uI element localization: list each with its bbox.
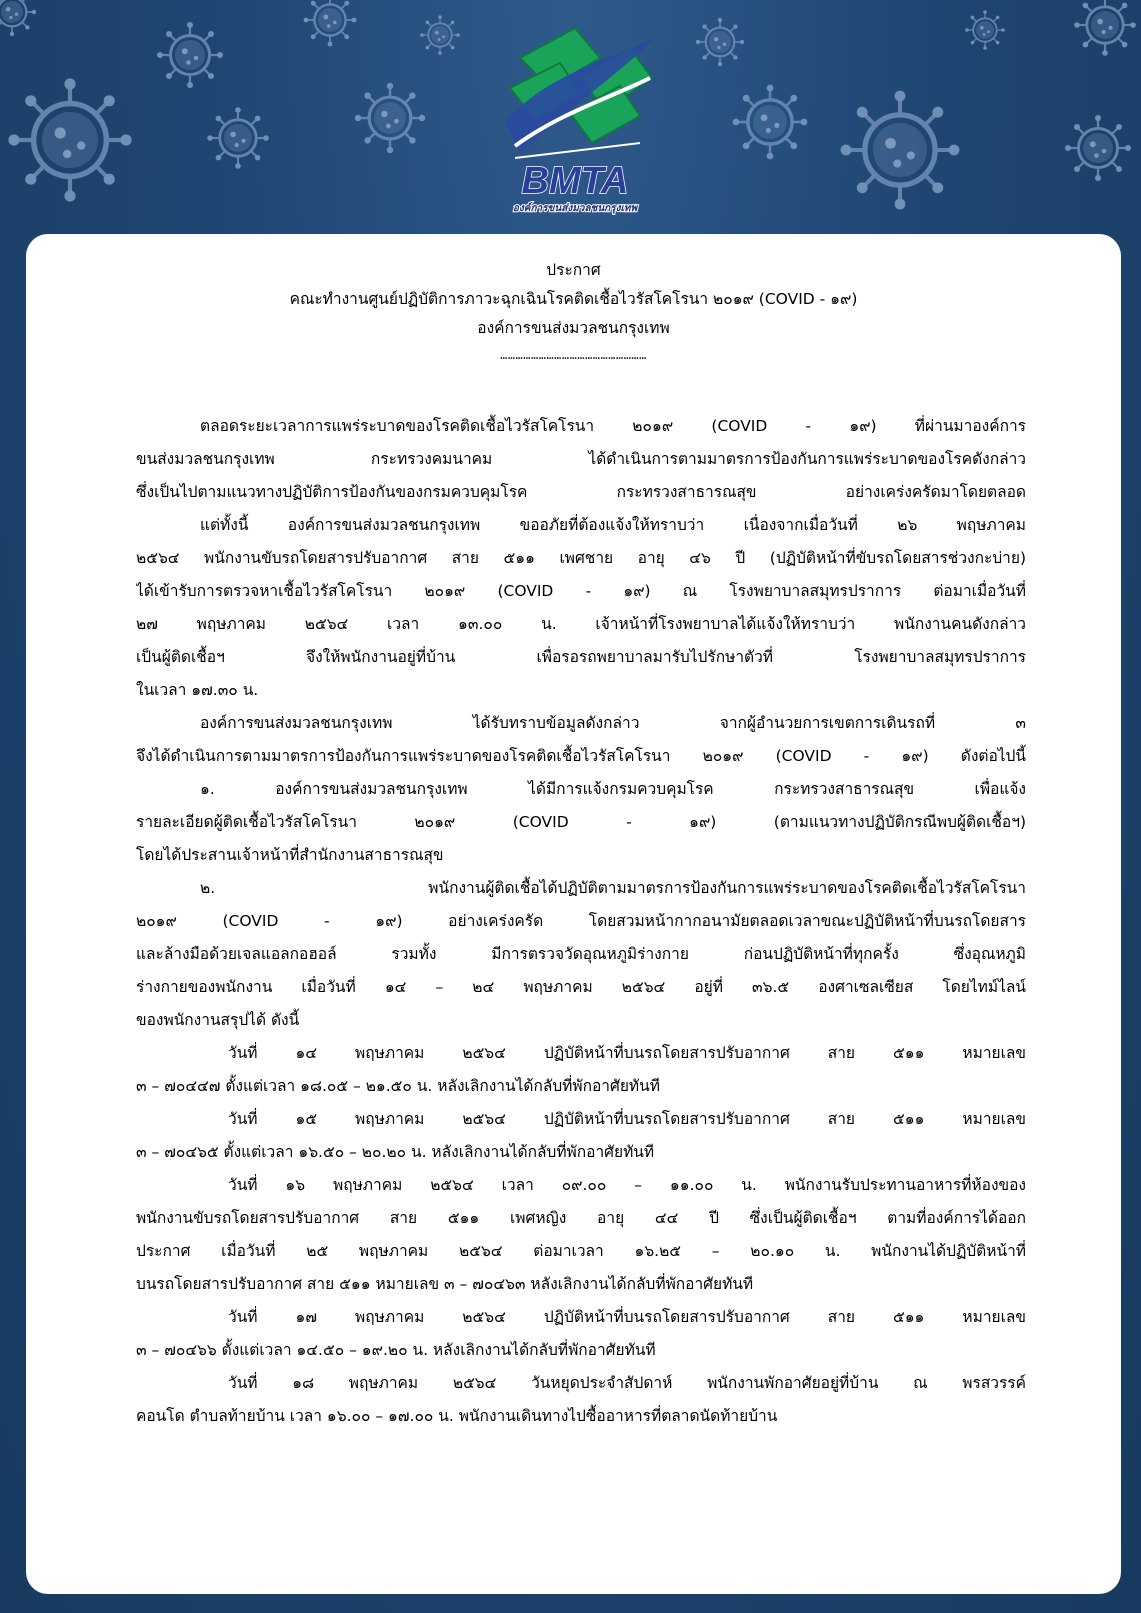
body-line: ๒๗ พฤษภาคม ๒๕๖๔ เวลา ๑๓.๐๐ น. เจ้าหน้าที่โรงพยาบาลได้แจ้งให้ทราบว่า พนักงานคนดังกล่าว bbox=[136, 615, 1026, 633]
body-line: ขนส่งมวลชนกรุงเทพ กระทรวงคมนาคม ได้ดำเนินการตามมาตรการป้องกันการแพร่ระบาดของโรคดังกล่าว bbox=[136, 450, 1026, 468]
announcement-organization: องค์การขนส่งมวลชนกรุงเทพ bbox=[477, 319, 670, 337]
body-line: องค์การขนส่งมวลชนกรุงเทพ ได้รับทราบข้อมูลดังกล่าว จากผู้อำนวยการเขตการเดินรถที่ ๓ bbox=[200, 714, 1026, 732]
body-line: ได้เข้ารับการตรวจหาเชื้อไวรัสโคโรนา ๒๐๑๙ (COVID - ๑๙) ณ โรงพยาบาลสมุทรปราการ ต่อมาเมื่อวันที่ bbox=[136, 582, 1026, 600]
body-line: วันที่ ๑๕ พฤษภาคม ๒๕๖๔ ปฏิบัติหน้าที่บนรถโดยสารปรับอากาศ สาย ๕๑๑ หมายเลข bbox=[228, 1110, 1026, 1128]
body-line: วันที่ ๑๔ พฤษภาคม ๒๕๖๔ ปฏิบัติหน้าที่บนรถโดยสารปรับอากาศ สาย ๕๑๑ หมายเลข bbox=[228, 1044, 1026, 1062]
virus-icon bbox=[355, 83, 425, 153]
bmta-emblem-icon bbox=[505, 28, 655, 158]
virus-icon bbox=[841, 91, 960, 210]
body-line: ๓ – ๗๐๔๔๗ ตั้งแต่เวลา ๑๘.๐๕ – ๒๑.๕๐ น. หลังเลิกงานได้กลับที่พักอาศัยทันที bbox=[136, 1077, 660, 1095]
body-line: ๓ – ๗๐๔๖๕ ตั้งแต่เวลา ๑๖.๕๐ – ๒๐.๒๐ น. หลังเลิกงานได้กลับที่พักอาศัยทันที bbox=[136, 1143, 655, 1161]
virus-icon bbox=[304, 0, 357, 46]
body-line: และล้างมือด้วยเจลแอลกอฮอล์ รวมทั้ง มีการตรวจวัดอุณหภูมิร่างกาย ก่อนปฏิบัติหน้าที่ทุกครั้ง ซึ่งอุณหภูมิ bbox=[136, 945, 1026, 963]
logo-subtitle: องค์การขนส่งมวลชนกรุงเทพ bbox=[512, 203, 638, 214]
announcement-body bbox=[136, 410, 1026, 1433]
body-line: วันที่ ๑๖ พฤษภาคม ๒๕๖๔ เวลา ๐๙.๐๐ – ๑๑.๐๐ น. พนักงานรับประทานอาหารที่ห้องของ bbox=[228, 1176, 1026, 1194]
body-line: ของพนักงานสรุปได้ ดังนี้ bbox=[136, 1011, 300, 1029]
body-line: พนักงานขับรถโดยสารปรับอากาศ สาย ๕๑๑ เพศหญิง อายุ ๔๔ ปี ซึ่งเป็นผู้ติดเชื้อฯ ตามที่องค์การได้ออก bbox=[136, 1209, 1026, 1227]
announcement-title: คณะทำงานศูนย์ปฏิบัติการภาวะฉุกเฉินโรคติดเชื้อไวรัสโคโรนา ๒๐๑๙ (COVID - ๑๙) bbox=[289, 290, 858, 308]
body-line: ๓ – ๗๐๔๖๖ ตั้งแต่เวลา ๑๔.๕๐ – ๑๙.๒๐ น. หลังเลิกงานได้กลับที่พักอาศัยทันที bbox=[136, 1341, 656, 1359]
body-line: จึงได้ดำเนินการตามมาตรการป้องกันการแพร่ระบาดของโรคติดเชื้อไวรัสโคโรนา ๒๐๑๙ (COVID - ๑๙) ดังต่อไปนี้ bbox=[136, 747, 1026, 765]
body-line: ๒๕๖๔ พนักงานขับรถโดยสารปรับอากาศ สาย ๕๑๑ เพศชาย อายุ ๔๖ ปี (ปฏิบัติหน้าที่ขับรถโดยสารช่วงกะบ่าย) bbox=[136, 549, 1026, 567]
body-line: ๒. พนักงานผู้ติดเชื้อได้ปฏิบัติตามมาตรการป้องกันการแพร่ระบาดของโรคติดเชื้อไวรัสโคโรนา bbox=[200, 879, 1026, 897]
body-line: บนรถโดยสารปรับอากาศ สาย ๕๑๑ หมายเลข ๓ – ๗๐๔๖๓ หลังเลิกงานได้กลับที่พักอาศัยทันที bbox=[136, 1275, 754, 1293]
logo-wordmark: BMTA bbox=[521, 160, 629, 202]
virus-icon bbox=[1065, 115, 1131, 181]
announcement-header bbox=[26, 256, 1121, 363]
announcement-card bbox=[26, 234, 1121, 1594]
body-line: ๑. องค์การขนส่งมวลชนกรุงเทพ ได้มีการแจ้งกรมควบคุมโรค กระทรวงสาธารณสุข เพื่อแจ้ง bbox=[200, 780, 1026, 798]
body-line: ตลอดระยะเวลาการแพร่ระบาดของโรคติดเชื้อไวรัสโคโรนา ๒๐๑๙ (COVID - ๑๙) ที่ผ่านมาองค์การ bbox=[200, 417, 1026, 435]
bmta-logo bbox=[480, 18, 670, 218]
body-line: โดยได้ประสานเจ้าหน้าที่สำนักงานสาธารณสุข bbox=[136, 846, 444, 864]
body-line: ๒๐๑๙ (COVID - ๑๙) อย่างเคร่งครัด โดยสวมหน้ากากอนามัยตลอดเวลาขณะปฏิบัติหน้าที่บนรถโดยสาร bbox=[136, 912, 1026, 930]
virus-icon bbox=[0, 0, 36, 36]
body-line: วันที่ ๑๘ พฤษภาคม ๒๕๖๔ วันหยุดประจำสัปดาห์ พนักงานพักอาศัยอยู่ที่บ้าน ณ พรสวรรค์ bbox=[228, 1374, 1026, 1392]
body-line: ซึ่งเป็นไปตามแนวทางปฏิบัติการป้องกันของกรมควบคุมโรค กระทรวงสาธารณสุข อย่างเคร่งครัดมาโดยตลอด bbox=[136, 483, 1026, 501]
body-line: เป็นผู้ติดเชื้อฯ จึงให้พนักงานอยู่ที่บ้าน เพื่อรอรถพยาบาลมารับไปรักษาตัวที่ โรงพยาบาลสมุทรปราการ bbox=[136, 648, 1026, 666]
body-line: ร่างกายของพนักงาน เมื่อวันที่ ๑๔ – ๒๔ พฤษภาคม ๒๕๖๔ อยู่ที่ ๓๖.๕ องศาเซลเซียส โดยไทม์ไลน์ bbox=[136, 978, 1026, 996]
body-line: รายละเอียดผู้ติดเชื้อไวรัสโคโรนา ๒๐๑๙ (COVID - ๑๙) (ตามแนวทางปฏิบัติกรณีพบผู้ติดเชื้อฯ) bbox=[136, 813, 1026, 831]
virus-icon bbox=[207, 107, 269, 169]
body-line: แต่ทั้งนี้ องค์การขนส่งมวลชนกรุงเทพ ขออภัยที่ต้องแจ้งให้ทราบว่า เนื่องจากเมื่อวันที่ ๒๖ พฤษภาคม bbox=[200, 516, 1026, 534]
body-line: คอนโด ตำบลท้ายบ้าน เวลา ๑๖.๐๐ – ๑๗.๐๐ น. พนักงานเดินทางไปซื้ออาหารที่ตลาดนัดท้ายบ้าน bbox=[136, 1407, 778, 1425]
virus-icon bbox=[8, 78, 131, 201]
virus-icon bbox=[696, 18, 744, 66]
virus-icon bbox=[733, 85, 808, 160]
body-line: ในเวลา ๑๗.๓๐ น. bbox=[136, 681, 259, 699]
virus-icon bbox=[965, 10, 1005, 50]
header-separator: ………………………………………………… bbox=[500, 348, 647, 362]
virus-icon bbox=[157, 22, 223, 88]
announcement-label: ประกาศ bbox=[546, 261, 601, 279]
virus-icon bbox=[1074, 0, 1136, 56]
virus-icon bbox=[420, 15, 460, 55]
body-line: ประกาศ เมื่อวันที่ ๒๕ พฤษภาคม ๒๕๖๔ ต่อมาเวลา ๑๖.๒๕ – ๒๐.๑๐ น. พนักงานได้ปฏิบัติหน้าที่ bbox=[136, 1242, 1026, 1260]
body-line: วันที่ ๑๗ พฤษภาคม ๒๕๖๔ ปฏิบัติหน้าที่บนรถโดยสารปรับอากาศ สาย ๕๑๑ หมายเลข bbox=[228, 1308, 1026, 1326]
